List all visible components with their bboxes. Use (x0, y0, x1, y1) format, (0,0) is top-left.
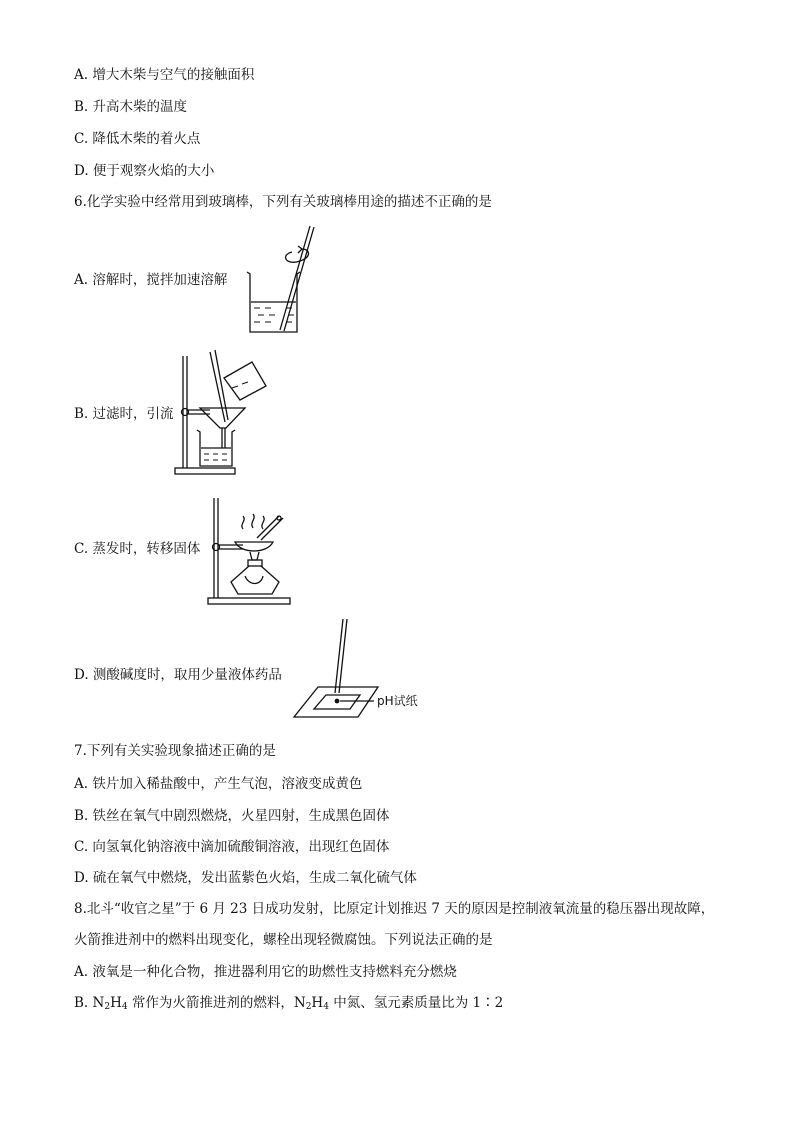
q8-b-text: H (110, 995, 122, 1011)
q8-stem-line1: 8.北斗“收官之星”于 6 月 23 日成功发射，比原定计划推迟 7 天的原因是控制液氧流量的稳压器出现故障， (74, 901, 715, 917)
q7-option-b: B. 铁丝在氧气中剧烈燃烧，火星四射，生成黑色固体 (74, 808, 390, 824)
q8-b-suffix: 中氮、氢元素质量比为 1∶2 (328, 995, 504, 1011)
q6-stem: 6.化学实验中经常用到玻璃棒，下列有关玻璃棒用途的描述不正确的是 (74, 194, 492, 210)
filtration-figure (170, 348, 275, 476)
q7-stem: 7.下列有关实验现象描述正确的是 (74, 743, 276, 759)
subscript: 2 (104, 1002, 111, 1012)
q6-option-c: C. 蒸发时，转移固体 (74, 541, 201, 557)
beaker-stirring-figure (240, 222, 330, 337)
q8-option-b (74, 994, 503, 1016)
q8-b-text: H (311, 995, 324, 1011)
q5-option-d: D. 便于观察火焰的大小 (74, 163, 215, 179)
q8-b-prefix: B. N (74, 995, 105, 1011)
q6-option-a: A. 溶解时，搅拌加速溶解 (74, 272, 228, 288)
q6-option-b: B. 过滤时，引流 (74, 406, 174, 422)
q5-option-a: A. 增大木柴与空气的接触面积 (74, 67, 255, 83)
q7-option-d: D. 硫在氧气中燃烧，发出蓝紫色火焰，生成二氧化硫气体 (74, 870, 417, 886)
q8-stem-line2: 火箭推进剂中的燃料出现变化，螺栓出现轻微腐蚀。下列说法正确的是 (74, 932, 493, 948)
q7-option-c: C. 向氢氧化钠溶液中滴加硫酸铜溶液，出现红色固体 (74, 839, 390, 855)
q8-b-text: 常作为火箭推进剂的燃料，N (127, 995, 306, 1011)
q5-option-b: B. 升高木柴的温度 (74, 99, 188, 115)
q5-option-c: C. 降低木柴的着火点 (74, 131, 201, 147)
q8-option-a: A. 液氧是一种化合物，推进器利用它的助燃性支持燃料充分燃烧 (74, 964, 457, 980)
q6-option-d: D. 测酸碱度时，取用少量液体药品 (74, 667, 282, 683)
evaporation-figure (205, 494, 300, 606)
ph-paper-label: pH试纸 (377, 694, 418, 708)
subscript: 4 (323, 1002, 329, 1012)
q7-option-a: A. 铁片加入稀盐酸中，产生气泡，溶液变成黄色 (74, 776, 363, 792)
subscript: 2 (305, 1002, 312, 1012)
subscript: 4 (121, 1002, 128, 1012)
